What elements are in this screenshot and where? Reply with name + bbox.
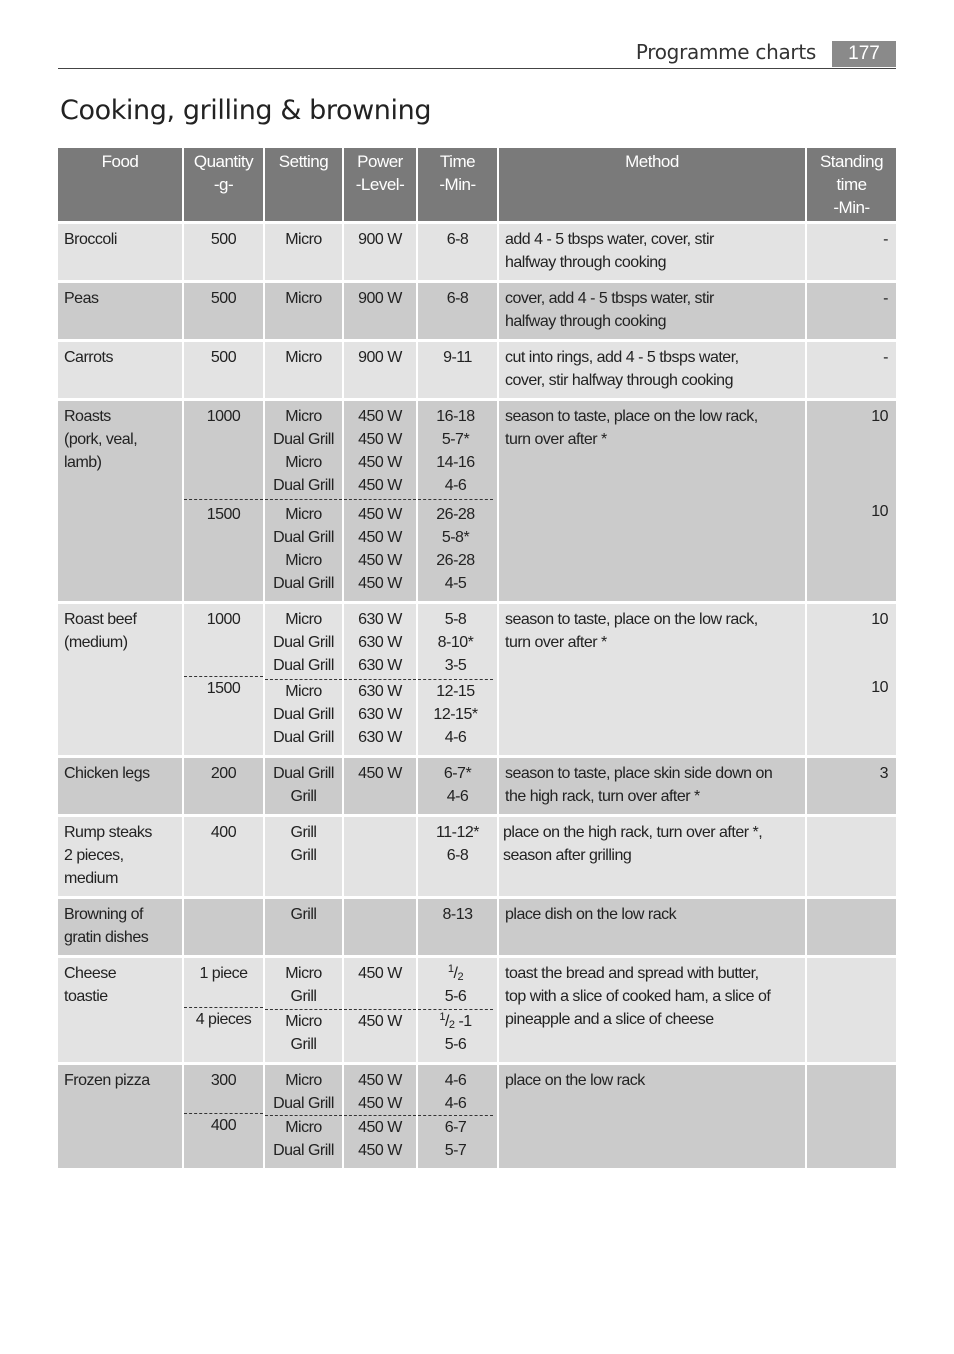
food-cell: Broccoli [64, 231, 117, 248]
food-cell: Roasts (pork, veal, lamb) [64, 408, 138, 471]
power-cell: 900 W [358, 231, 402, 248]
standing-cell: 10 [871, 611, 888, 628]
method-cell: place on the low rack [505, 1072, 645, 1089]
quantity-cell: 1000 [206, 408, 241, 425]
table-row [58, 757, 896, 816]
quantity-cell: 4 pieces [184, 1007, 263, 1031]
food-cell: Frozen pizza [64, 1072, 150, 1089]
time-cell: 6-7* 4-6 [443, 765, 472, 805]
setting-cell: Micro Dual Grill Micro Dual Grill [265, 499, 342, 595]
table-row [58, 816, 896, 898]
method-cell: place dish on the low rack [505, 906, 677, 923]
power-cell: 630 W 630 W 630 W [358, 611, 402, 674]
power-cell: 630 W 630 W 630 W [344, 679, 416, 749]
quantity-cell: 1000 [206, 611, 241, 628]
time-cell: 5-6 [444, 1036, 467, 1053]
setting-cell: Grill [290, 906, 317, 923]
power-cell: 450 W [358, 965, 402, 982]
time-cell: 6-7 5-7 [418, 1115, 493, 1162]
time-cell: $^1/_2$ -1 [439, 1011, 472, 1031]
food-cell: Rump steaks 2 pieces, medium [64, 824, 152, 887]
header-standing: Standing time -Min- [806, 148, 896, 223]
programme-table [58, 148, 896, 1168]
method-cell: cover, add 4 - 5 tbsps water, stir halfway through cooking [505, 290, 714, 330]
quantity-cell: 1500 [184, 676, 263, 700]
setting-cell: Dual Grill Grill [273, 765, 334, 805]
food-cell: Carrots [64, 349, 113, 366]
setting-cell: Micro Dual Grill Dual Grill [273, 611, 334, 674]
setting-cell: Micro Dual Grill [265, 1115, 342, 1162]
power-cell: 450 W 450 W 450 W 450 W [344, 499, 416, 595]
setting-cell: Micro Grill [285, 965, 322, 1005]
quantity-cell: 1500 [184, 499, 263, 595]
standing-cell: 10 [871, 408, 888, 425]
method-cell: cut into rings, add 4 - 5 tbsps water, cover, stir halfway through cooking [505, 349, 739, 389]
time-cell: 16-18 5-7* 14-16 4-6 [436, 408, 475, 494]
quantity-cell: 1 piece [199, 965, 248, 982]
quantity-cell: 500 [210, 290, 237, 307]
time-cell: 8-13 [442, 906, 473, 923]
setting-cell: Grill Grill [290, 824, 317, 864]
quantity-cell: 200 [210, 765, 237, 782]
time-cell: 26-28 5-8* 26-28 4-5 [418, 499, 493, 595]
method-cell: season to taste, place on the low rack, turn over after * [505, 408, 758, 448]
table-row [58, 957, 896, 1064]
quantity-cell: 300 [210, 1072, 237, 1089]
table-row [58, 282, 896, 341]
table-row [58, 898, 896, 957]
method-cell: place on the high rack, turn over after *, season after grilling [503, 824, 763, 864]
power-cell: 450 W [358, 765, 402, 782]
power-cell: 900 W [358, 290, 402, 307]
setting-cell: Micro Dual Grill Micro Dual Grill [273, 408, 334, 494]
food-cell: Chicken legs [64, 765, 150, 782]
method-cell: season to taste, place skin side down on the high rack, turn over after * [505, 765, 773, 805]
quantity-cell: 400 [184, 1113, 263, 1137]
time-cell: 12-15 12-15* 4-6 [418, 679, 493, 749]
setting-cell: Micro [285, 231, 322, 248]
time-cell: 11-12* 6-8 [436, 824, 479, 864]
header-rule [58, 68, 896, 69]
page-number: 177 [832, 41, 896, 67]
table-row [58, 400, 896, 603]
header-time: Time -Min- [417, 148, 498, 223]
standing-cell: - [883, 349, 888, 366]
food-cell: Cheese toastie [64, 965, 117, 1005]
header-food: Food [58, 148, 183, 223]
time-cell: 4-6 4-6 [444, 1072, 467, 1112]
food-cell: Roast beef (medium) [64, 611, 137, 651]
method-cell: season to taste, place on the low rack, turn over after * [505, 611, 758, 651]
time-cell: 5-6 [444, 988, 467, 1005]
method-cell: add 4 - 5 tbsps water, cover, stir halfway through cooking [505, 231, 714, 271]
standing-cell: - [883, 290, 888, 307]
quantity-cell: 400 [210, 824, 237, 841]
standing-cell: 10 [871, 503, 888, 520]
power-cell: 450 W [344, 1009, 416, 1033]
table-row [58, 223, 896, 282]
table-row [58, 1064, 896, 1169]
power-cell: 450 W 450 W 450 W 450 W [358, 408, 402, 494]
power-cell: 450 W 450 W [358, 1072, 402, 1112]
section-title: Programme charts [635, 40, 816, 64]
header-quantity: Quantity -g- [183, 148, 264, 223]
header-setting: Setting [264, 148, 343, 223]
standing-cell: 3 [879, 765, 888, 782]
quantity-cell: 500 [210, 349, 237, 366]
time-cell: 5-8 8-10* 3-5 [437, 611, 474, 674]
standing-cell: - [883, 231, 888, 248]
header-method: Method [498, 148, 806, 223]
method-cell: toast the bread and spread with butter, top with a slice of cooked ham, a slice of pineapple and a slice of cheese [505, 965, 771, 1028]
power-cell: 450 W 450 W [344, 1115, 416, 1162]
food-cell: Peas [64, 290, 99, 307]
table-row [58, 603, 896, 757]
header-power: Power -Level- [343, 148, 417, 223]
setting-cell: Micro [285, 290, 322, 307]
time-cell: $^1/_2$ [447, 963, 464, 983]
power-cell: 900 W [358, 349, 402, 366]
time-cell: 6-8 [446, 231, 469, 248]
table-row [58, 341, 896, 400]
standing-cell: 10 [871, 679, 888, 696]
setting-cell: Micro Dual Grill [273, 1072, 334, 1112]
setting-cell: Micro Dual Grill Dual Grill [265, 679, 342, 749]
time-cell: 9-11 [443, 349, 472, 366]
food-cell: Browning of gratin dishes [64, 906, 149, 946]
page-title: Cooking, grilling & browning [60, 95, 432, 126]
setting-cell: Micro [285, 349, 322, 366]
time-cell: 6-8 [446, 290, 469, 307]
setting-cell: Micro Grill [265, 1009, 342, 1056]
quantity-cell: 500 [210, 231, 237, 248]
